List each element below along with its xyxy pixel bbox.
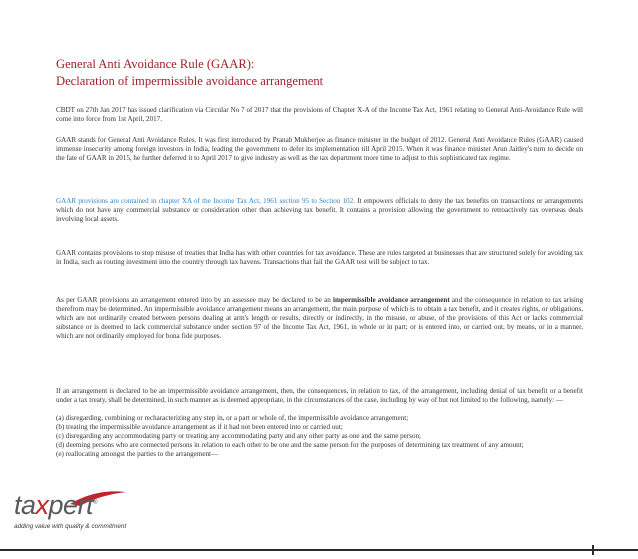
paragraph-gaar-history: GAAR stands for General Anti Avoidance Rules. It was first introduced by Pranab Mukherjee as finance minister in the budget of 2012. General Anti Avoidance Rules (GAAR) caused immense insecurity among foreign investors in India, leading the government to defer its implementation till April 2015. When it was finance minister Arun Jaitley's turn to decide on the fate of GAAR in 2015, he further deferred it to April 2017 to give industry as well as the tax department more time to adjust to this sophisticated tax regime. [56,136,583,163]
logo-brand-a: ta [14,490,36,520]
logo-tagline: adding value with quality & commitment [14,523,127,530]
list-item: (a) disregarding, combining or recharacterizing any step in, or a part or whole of, the impermissible avoidance arrangement; [56,414,409,422]
title-line-1: General Anti Avoidance Rule (GAAR): [56,57,255,71]
consequences-list [56,414,583,459]
list-item: (e) reallocating amongst the parties to the arrangement— [56,450,219,459]
paragraph-impermissible-arrangement-a: As per GAAR provisions an arrangement entered into by an assessee may be declared to be an [56,296,334,304]
paragraph-gaar-provisions-rest: It empowers officials to deny the tax benefits on transactions or arrangements which do not have any commercial substance or consideration other than achieving tax benefit. It contains a provision allowing the government to retroactively tax overseas deals involving local assets. [56,197,583,224]
gaar-provisions-link[interactable]: GAAR provisions are contained in chapter XA of the Income Tax Act, 1961 section 95 to Section 102. [56,197,356,205]
paragraph-cbdt-circular: CBDT on 27th Jan 2017 has issued clarification via Circular No 7 of 2017 that the provisions of Chapter X-A of the Income Tax Act, 1961 relating to General Anti-Avoidance Rule will come into force from 1st April, 2017. [56,106,583,124]
list-item: (d) deeming persons who are connected persons in relation to each other to be one and the same person for the purposes of determining tax treatment of any amount; [56,441,524,450]
paragraph-gaar-provisions [56,197,583,224]
logo-brand-b: pert [48,490,94,520]
paragraph-impermissible-arrangement [56,296,583,341]
logo-wordmark [14,490,97,521]
footer-tick [592,545,594,555]
paragraph-impermissible-arrangement-b: and the consequence in relation to tax arising therefrom may be determined. An impermissible avoidance arrangement means an arrangement, the main purpose of which is to obtain a tax benefit, and it creates rights, or obligations, which are not ordinarily created between persons dealing at arm's length or results, directly or indirectly, in the misuse, or abuse, of the provisions of this Act or lacks commercial substance or is deemed to lack commercial substance under section 97 of the Income Tax Act, 1961, in whole or in part; or is entered into, or carried out, by means, or in a manner, which are not ordinarily employed for bona fide purposes. [56,296,583,341]
logo-brand-x: x [35,490,49,520]
list-item: (b) treating the impermissible avoidance arrangement as if it had not been entered into or carried out; [56,423,343,432]
logo-registered-mark: ® [93,500,97,506]
list-item: (c) disregarding any accommodating party or treating any accommodating party and any other party as one and the same person; [56,432,422,441]
impermissible-avoidance-arrangement-term: impermissible avoidance arrangement [333,296,450,304]
footer-divider [0,549,638,551]
paragraph-treaty-misuse: GAAR contains provisions to stop misuse of treaties that India has with other countries for tax avoidance. These are rules targeted at businesses that are structured solely for avoiding tax in India, such as routing investment into the country through tax havens. Transactions that fail the GAAR test will be subject to tax. [56,249,583,267]
paragraph-consequences: If an arrangement is declared to be an impermissible avoidance arrangement, then, the consequences, in relation to tax, of the arrangement, including denial of tax benefit or a benefit under a tax treaty, shall be determined, in such manner as is deemed appropriate, in the circumstances of the case, including by way of but not limited to the following, namely: — [56,387,583,405]
taxpert-logo [10,490,150,540]
title-line-2: Declaration of impermissible avoidance arrangement [56,74,324,88]
